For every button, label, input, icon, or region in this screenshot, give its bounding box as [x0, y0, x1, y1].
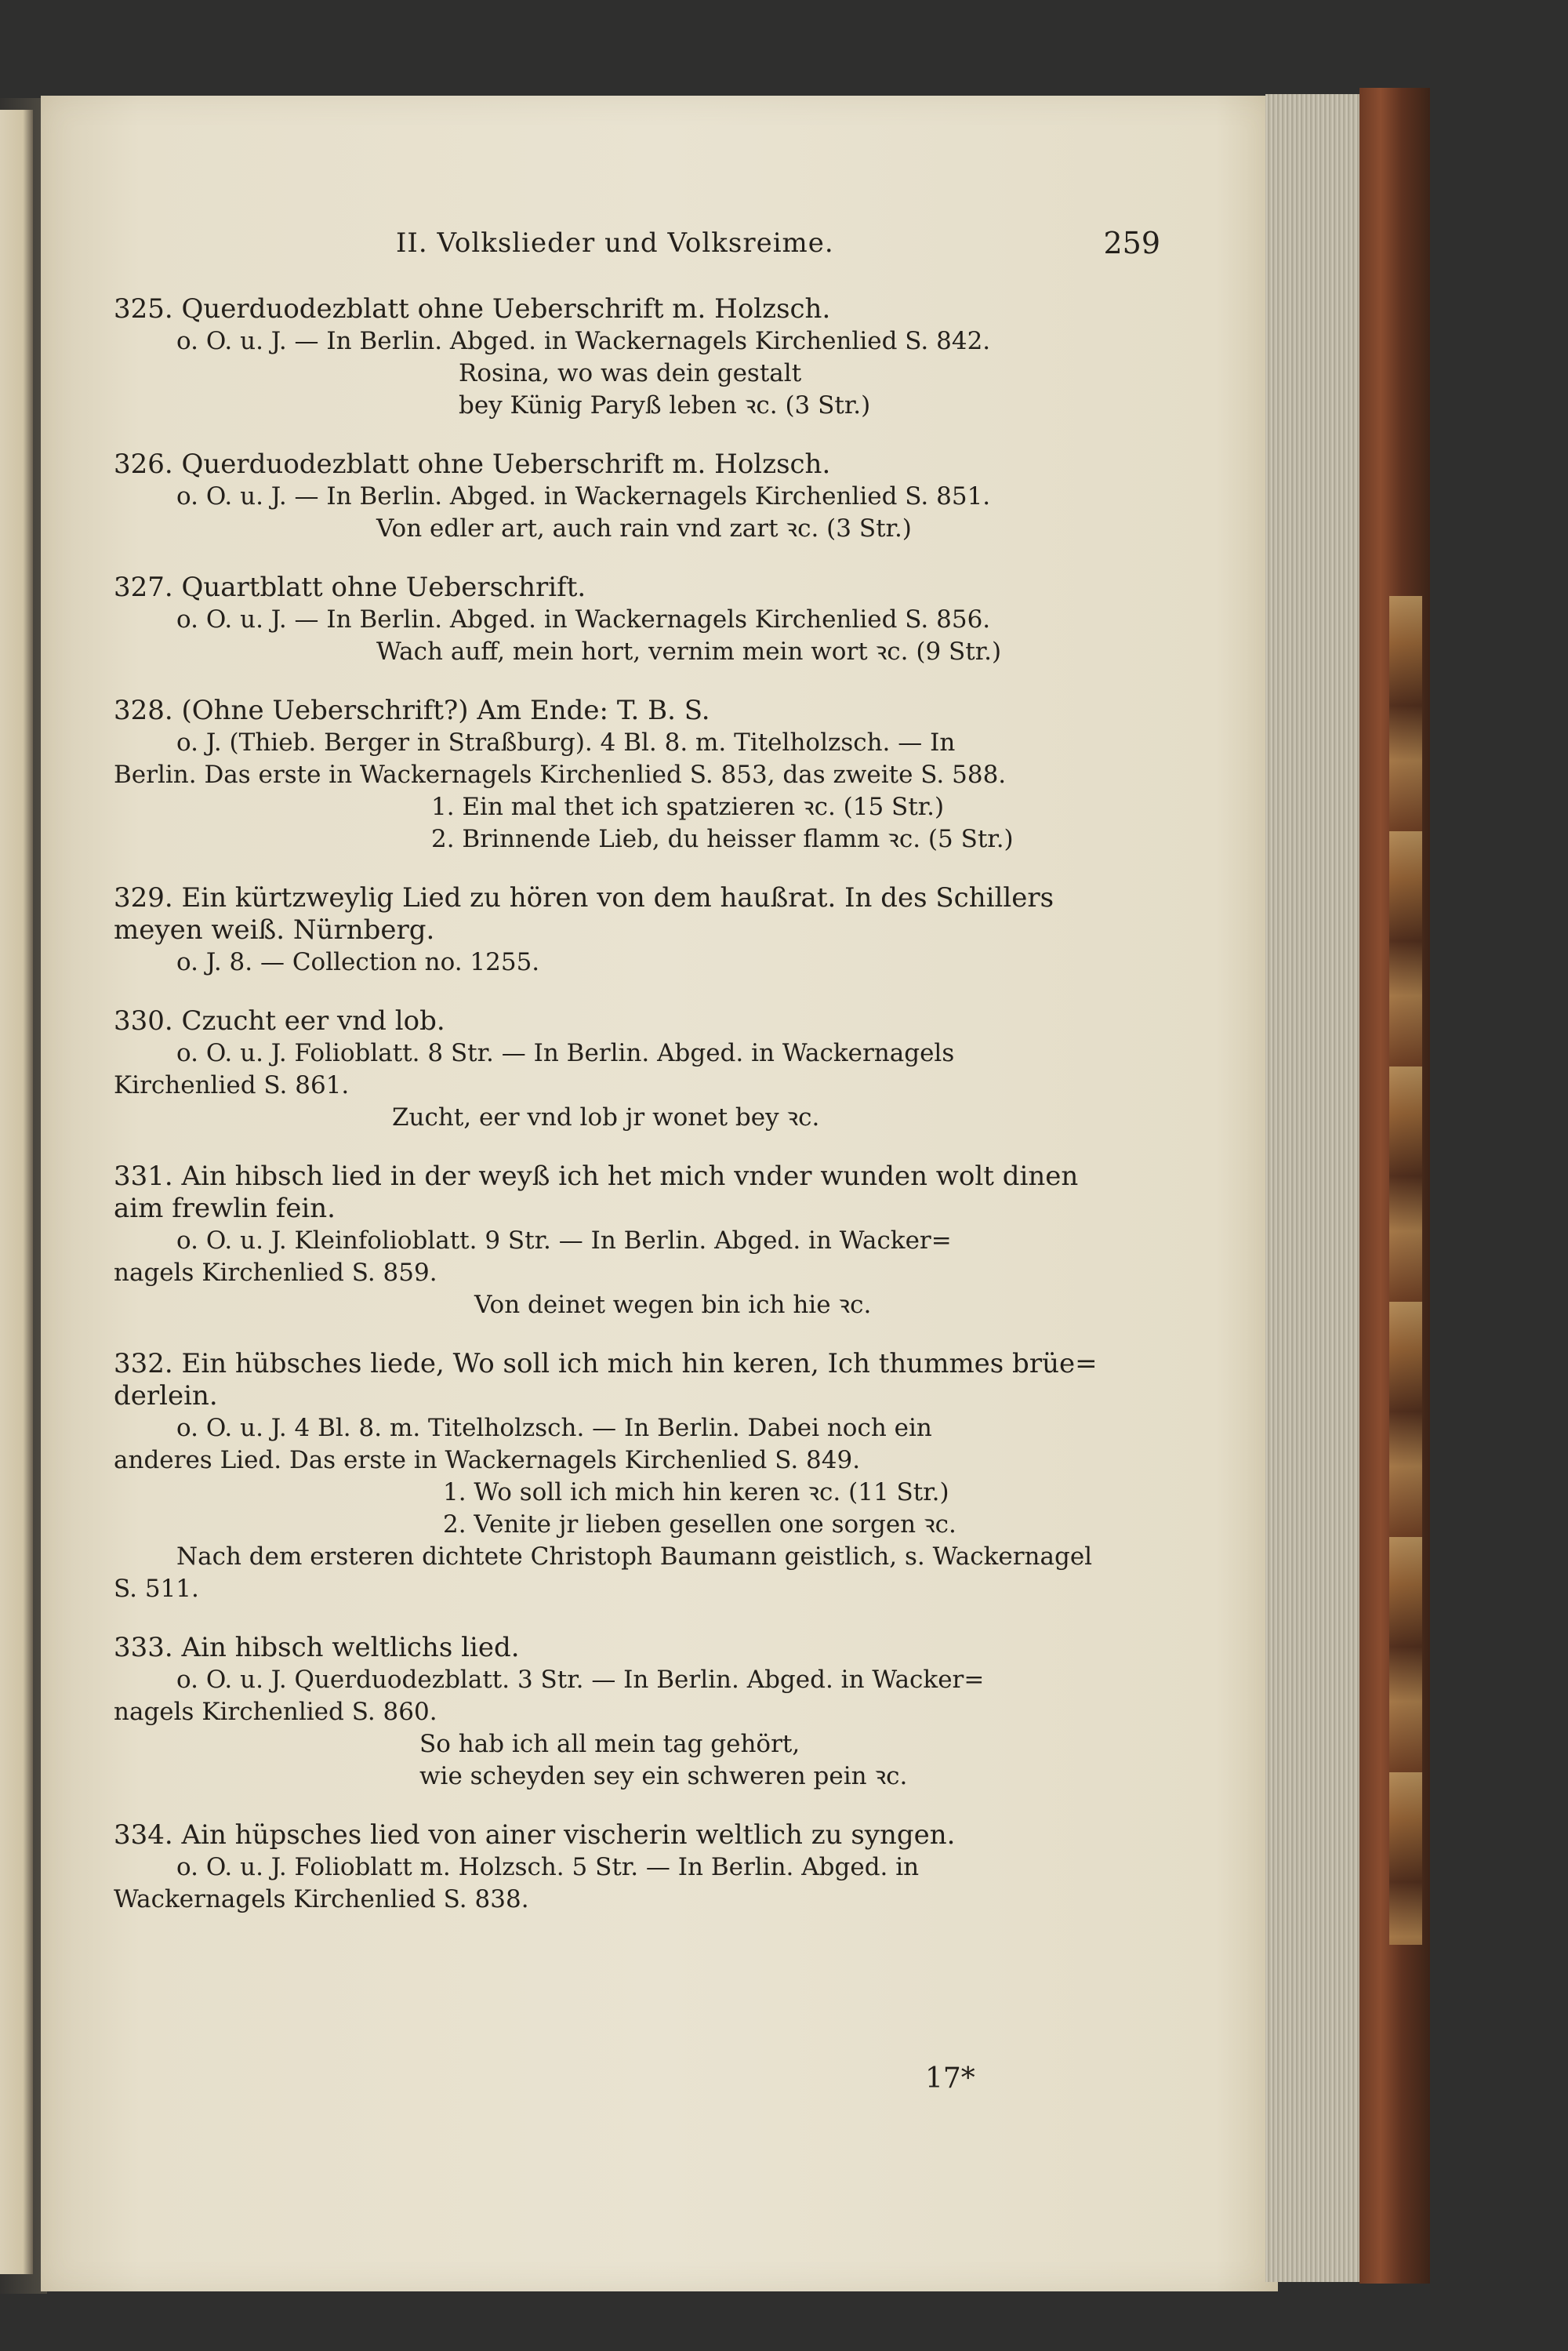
entry-title: derlein.: [114, 1380, 218, 1412]
entry-title: 325. Querduodezblatt ohne Ueberschrift m. Holzsch.: [114, 293, 831, 325]
running-head: [114, 220, 1160, 267]
signature-mark: 17*: [925, 2062, 975, 2095]
entry-line: S. 511.: [114, 1575, 199, 1603]
entry-331: [114, 1161, 1160, 1321]
entry-325: [114, 293, 1160, 422]
entry-verse: bey Künig Paryß leben ꝛc. (3 Str.): [459, 391, 871, 420]
left-page-edge: [0, 110, 33, 2274]
entry-verse: Zucht, eer vnd lob jr wonet bey ꝛc.: [392, 1103, 820, 1132]
entry-330: [114, 1005, 1160, 1134]
entry-line: o. O. u. J. Folioblatt m. Holzsch. 5 Str. — In Berlin. Abged. in: [176, 1853, 920, 1881]
entry-328: [114, 695, 1160, 856]
entry-verse: 1. Wo soll ich mich hin keren ꝛc. (11 Str.): [443, 1478, 949, 1506]
entry-line: nagels Kirchenlied S. 859.: [114, 1259, 437, 1287]
entry-verse: 2. Venite jr lieben gesellen one sorgen ꝛc.: [443, 1510, 956, 1539]
entry-line: anderes Lied. Das erste in Wackernagels Kirchenlied S. 849.: [114, 1446, 861, 1474]
entry-verse: 1. Ein mal thet ich spatzieren ꝛc. (15 Str.): [431, 793, 945, 821]
entry-title: 329. Ein kürtzweylig Lied zu hören von dem haußrat. In des Schillers: [114, 882, 1054, 914]
entry-line: o. O. u. J. 4 Bl. 8. m. Titelholzsch. — In Berlin. Dabei noch ein: [176, 1414, 932, 1442]
entry-line: Wackernagels Kirchenlied S. 838.: [114, 1885, 529, 1913]
entry-327: [114, 572, 1160, 668]
page-number: 259: [1103, 226, 1160, 260]
page-text: [114, 220, 1160, 1916]
entry-verse: Rosina, wo was dein gestalt: [459, 359, 802, 387]
entry-title: 334. Ain hüpsches lied von ainer vischerin weltlich zu syngen.: [114, 1819, 956, 1851]
page-edges: [1265, 94, 1359, 2282]
entry-329: [114, 882, 1160, 979]
entry-verse: Von edler art, auch rain vnd zart ꝛc. (3 Str.): [376, 514, 912, 543]
entry-line: nagels Kirchenlied S. 860.: [114, 1698, 437, 1726]
entry-title: 331. Ain hibsch lied in der weyß ich het mich vnder wunden wolt dinen: [114, 1161, 1079, 1192]
entry-326: [114, 449, 1160, 545]
entry-line: Kirchenlied S. 861.: [114, 1071, 350, 1099]
entry-line: Nach dem ersteren dichtete Christoph Baumann geistlich, s. Wackernagel: [176, 1543, 1093, 1571]
entry-line: o. O. u. J. — In Berlin. Abged. in Wackernagels Kirchenlied S. 851.: [176, 482, 991, 511]
entry-line: o. O. u. J. — In Berlin. Abged. in Wackernagels Kirchenlied S. 842.: [176, 327, 991, 355]
entry-verse: Wach auff, mein hort, vernim mein wort ꝛc. (9 Str.): [376, 638, 1002, 666]
entry-title: 327. Quartblatt ohne Ueberschrift.: [114, 572, 586, 603]
entry-title: 328. (Ohne Ueberschrift?) Am Ende: T. B. S.: [114, 695, 710, 726]
entry-line: o. J. (Thieb. Berger in Straßburg). 4 Bl. 8. m. Titelholzsch. — In: [176, 729, 956, 757]
entry-verse: wie scheyden sey ein schweren pein ꝛc.: [419, 1762, 908, 1790]
entry-332: [114, 1348, 1160, 1605]
entry-title: 330. Czucht eer vnd lob.: [114, 1005, 445, 1037]
cover-marbling: [1389, 596, 1422, 1945]
entry-line: Berlin. Das erste in Wackernagels Kirchenlied S. 853, das zweite S. 588.: [114, 761, 1007, 789]
entry-verse: So hab ich all mein tag gehört,: [419, 1730, 800, 1758]
entry-verse: Von deinet wegen bin ich hie ꝛc.: [474, 1291, 872, 1319]
entry-title: 333. Ain hibsch weltlichs lied.: [114, 1632, 520, 1663]
entry-title: aim frewlin fein.: [114, 1193, 336, 1224]
entry-title: meyen weiß. Nürnberg.: [114, 914, 435, 946]
entry-title: 326. Querduodezblatt ohne Ueberschrift m. Holzsch.: [114, 449, 831, 480]
entry-333: [114, 1632, 1160, 1793]
entry-line: o. O. u. J. Kleinfolioblatt. 9 Str. — In Berlin. Abged. in Wacker=: [176, 1226, 952, 1255]
entry-title: 332. Ein hübsches liede, Wo soll ich mich hin keren, Ich thummes brüe=: [114, 1348, 1098, 1379]
entry-line: o. O. u. J. Querduodezblatt. 3 Str. — In Berlin. Abged. in Wacker=: [176, 1666, 985, 1694]
entry-line: o. O. u. J. Folioblatt. 8 Str. — In Berlin. Abged. in Wackernagels: [176, 1039, 955, 1067]
entry-334: [114, 1819, 1160, 1916]
entry-line: o. O. u. J. — In Berlin. Abged. in Wackernagels Kirchenlied S. 856.: [176, 605, 991, 634]
running-title: II. Volkslieder und Volksreime.: [396, 227, 834, 259]
entry-line: o. J. 8. — Collection no. 1255.: [176, 948, 540, 976]
entry-verse: 2. Brinnende Lieb, du heisser flamm ꝛc. (5 Str.): [431, 825, 1014, 853]
